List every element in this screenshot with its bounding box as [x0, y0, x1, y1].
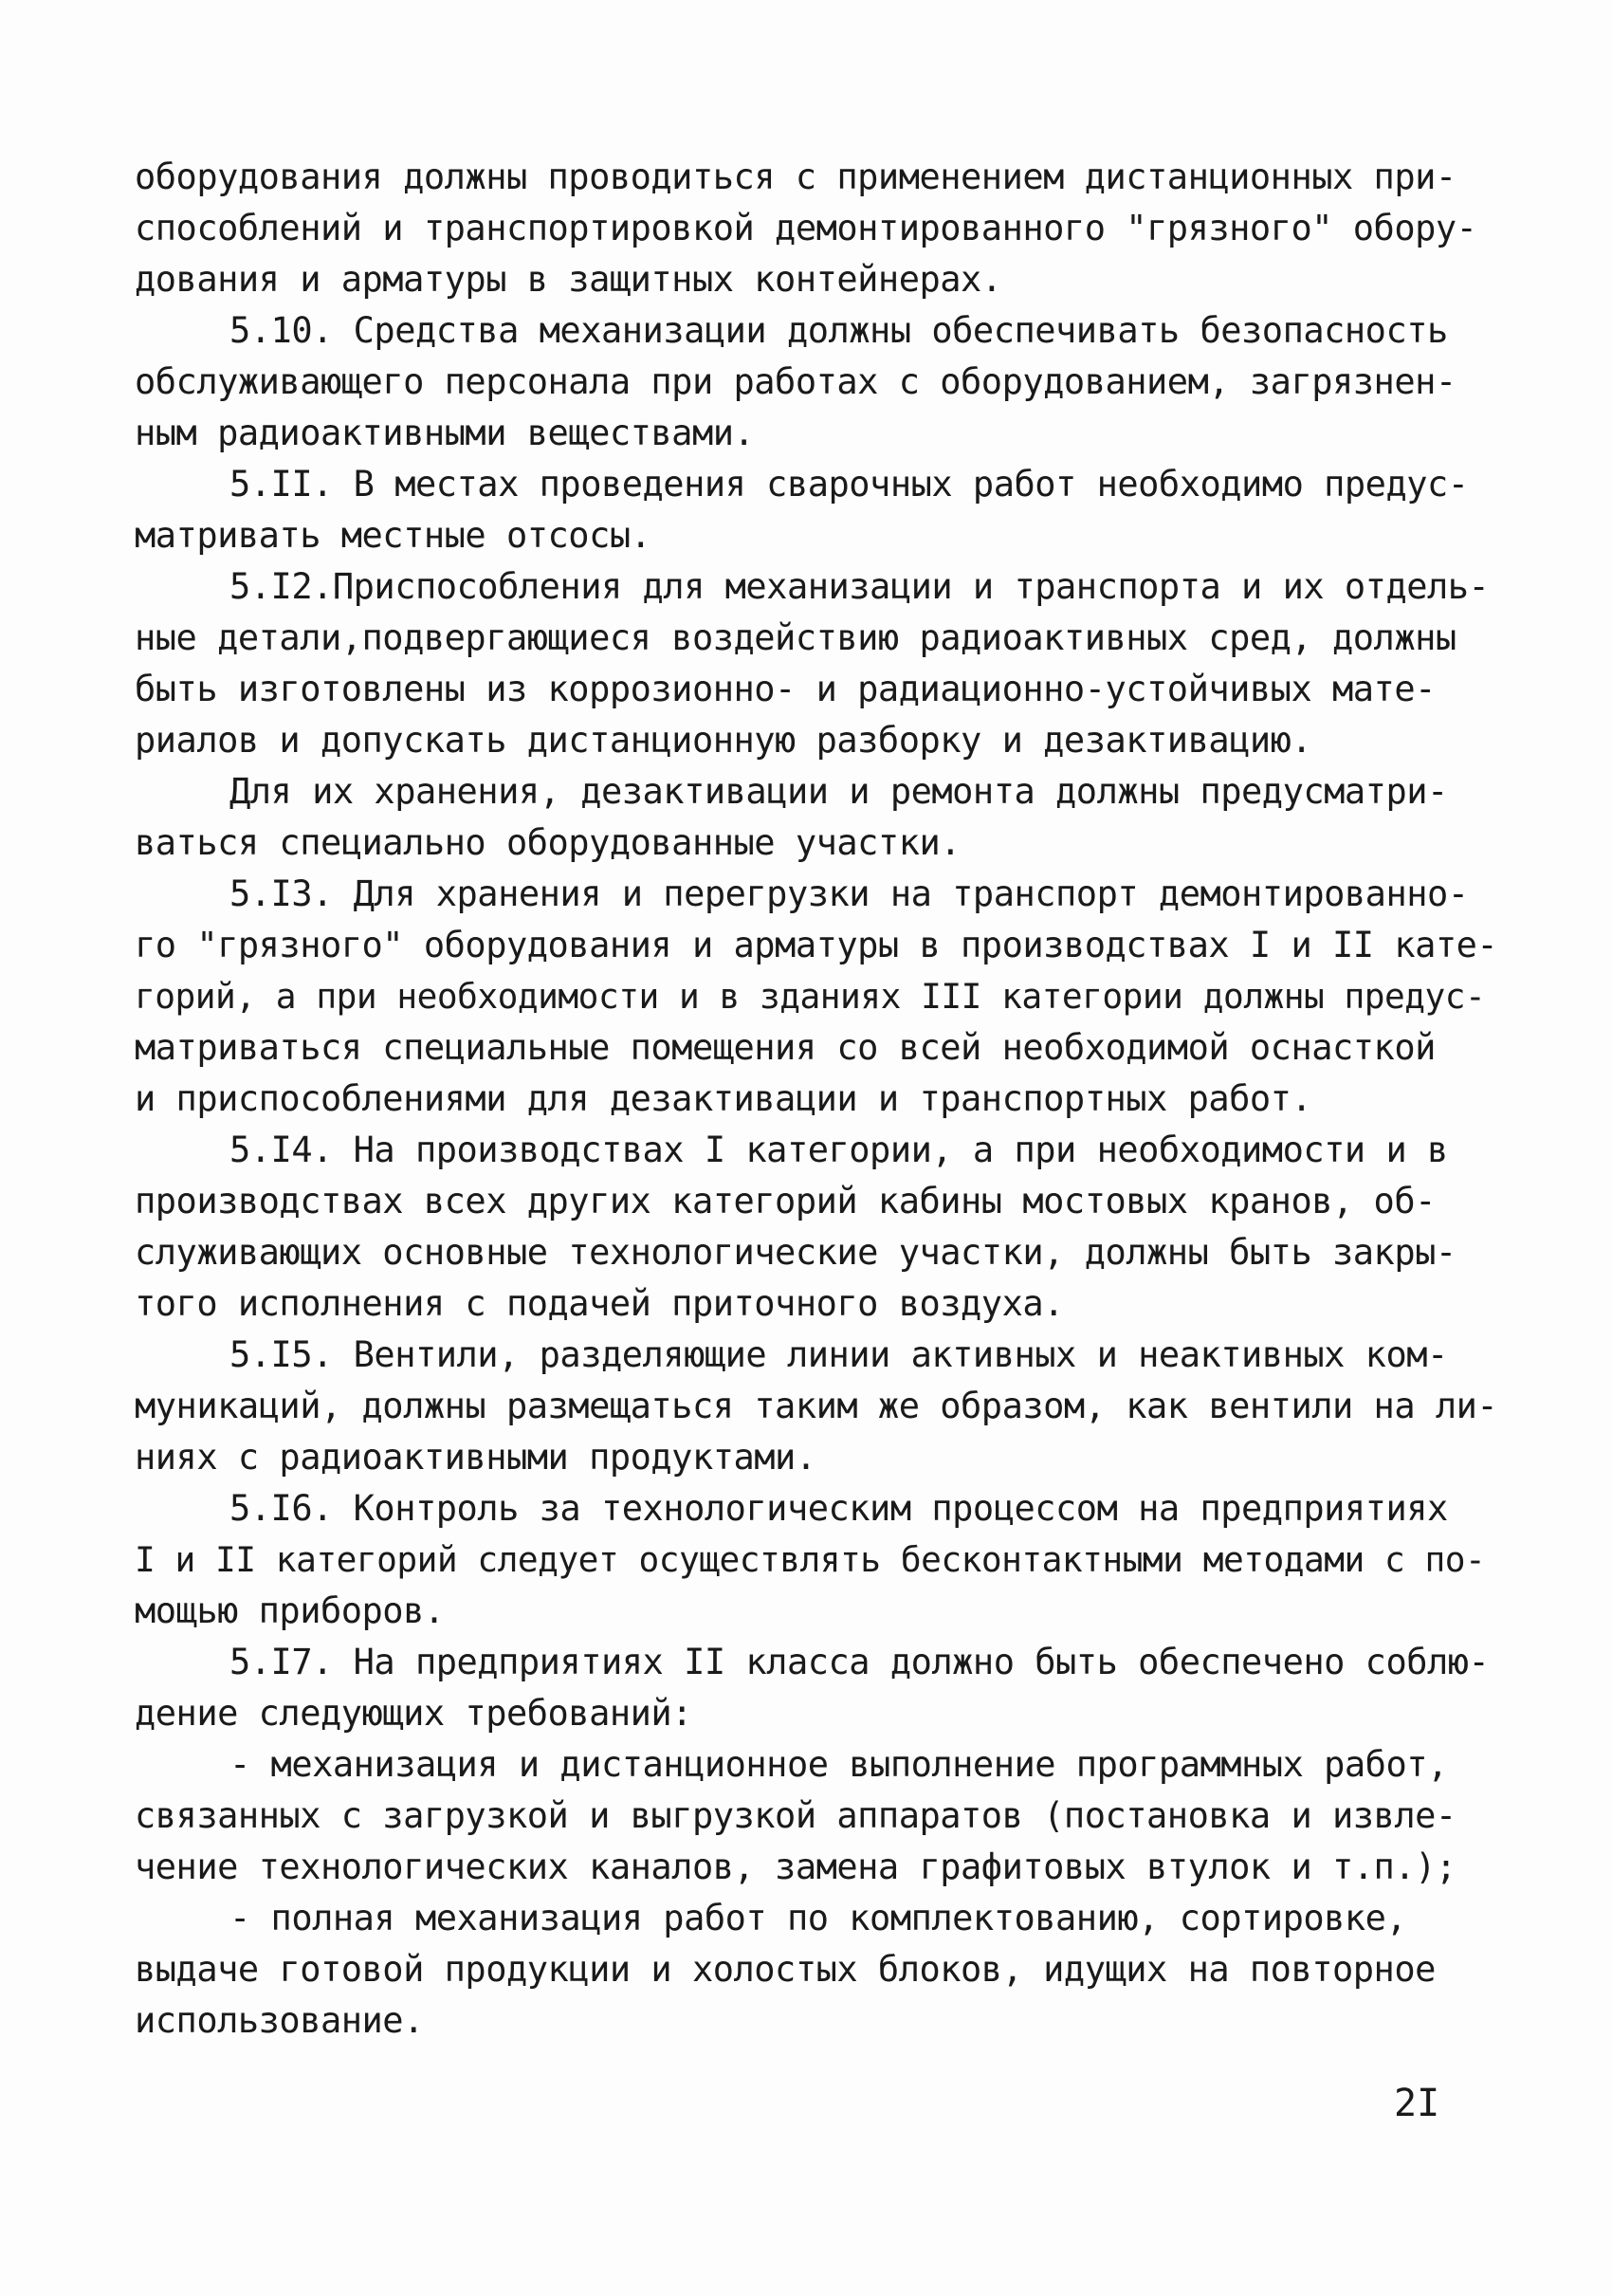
text-line: оборудования должны проводиться с применением дистанционных при- — [135, 156, 1456, 197]
text-line: ваться специально оборудованные участки. — [135, 822, 962, 863]
text-line: Для их хранения, дезактивации и ремонта должны предусматри- — [229, 771, 1448, 812]
text-line: 5.II. В местах проведения сварочных работ необходимо предус- — [229, 464, 1469, 505]
text-line: го "грязного" оборудования и арматуры в производствах I и II кате- — [135, 925, 1498, 965]
text-line: производствах всех других категорий кабины мостовых кранов, об- — [135, 1181, 1436, 1221]
text-line: 5.I5. Вентили, разделяющие линии активных и неактивных ком- — [229, 1334, 1448, 1375]
text-line: 5.I3. Для хранения и перегрузки на транспорт демонтированно- — [229, 873, 1469, 914]
text-line: того исполнения с подачей приточного воздуха. — [135, 1283, 1064, 1324]
text-line: ниях с радиоактивными продуктами. — [135, 1437, 816, 1478]
text-line: дования и арматуры в защитных контейнерах. — [135, 259, 1002, 300]
text-line: выдаче готовой продукции и холостых блоков, идущих на повторное — [135, 1949, 1436, 1990]
text-line: чение технологических каналов, замена графитовых втулок и т.п.); — [135, 1846, 1456, 1887]
text-line: горий, а при необходимости и в зданиях III категории должны предус- — [135, 976, 1486, 1017]
text-line: 5.I2.Приспособления для механизации и транспорта и их отдель- — [229, 566, 1490, 607]
text-line: ные детали,подвергающиеся воздействию радиоактивных сред, должны — [135, 617, 1456, 658]
text-line: I и II категорий следует осуществлять бесконтактными методами с по- — [135, 1539, 1486, 1580]
text-line: матриваться специальные помещения со всей необходимой оснасткой — [135, 1027, 1436, 1068]
page-number: 2I — [1394, 2082, 1440, 2125]
text-line: муникаций, должны размещаться таким же образом, как вентили на ли- — [135, 1386, 1498, 1426]
text-line: обслуживающего персонала при работах с оборудованием, загрязнен- — [135, 361, 1456, 402]
text-line: использование. — [135, 2000, 424, 2041]
text-line: риалов и допускать дистанционную разборку и дезактивацию. — [135, 720, 1312, 761]
text-line: - полная механизация работ по комплектованию, сортировке, — [229, 1898, 1407, 1938]
text-line: дение следующих требований: — [135, 1693, 692, 1734]
text-line: мощью приборов. — [135, 1590, 445, 1631]
text-line: 5.I6. Контроль за технологическим процессом на предприятиях — [229, 1488, 1448, 1529]
text-line: ным радиоактивными веществами. — [135, 413, 755, 453]
body-text — [135, 152, 1500, 2047]
text-line: - механизация и дистанционное выполнение программных работ, — [229, 1744, 1448, 1785]
text-line: быть изготовлены из коррозионно- и радиационно-устойчивых мате- — [135, 669, 1436, 709]
text-line: 5.I4. На производствах I категории, а при необходимости и в — [229, 1130, 1448, 1170]
text-line: 5.I7. На предприятиях II класса должно быть обеспечено соблю- — [229, 1642, 1490, 1682]
text-line: и приспособлениями для дезактивации и транспортных работ. — [135, 1078, 1312, 1119]
text-line: матривать местные отсосы. — [135, 515, 651, 556]
text-line: 5.10. Средства механизации должны обеспечивать безопасность — [229, 310, 1448, 351]
text-line: связанных с загрузкой и выгрузкой аппаратов (постановка и извле- — [135, 1795, 1456, 1836]
text-line: способлений и транспортировкой демонтированного "грязного" обору- — [135, 208, 1477, 248]
text-line: служивающих основные технологические участки, должны быть закры- — [135, 1232, 1456, 1273]
